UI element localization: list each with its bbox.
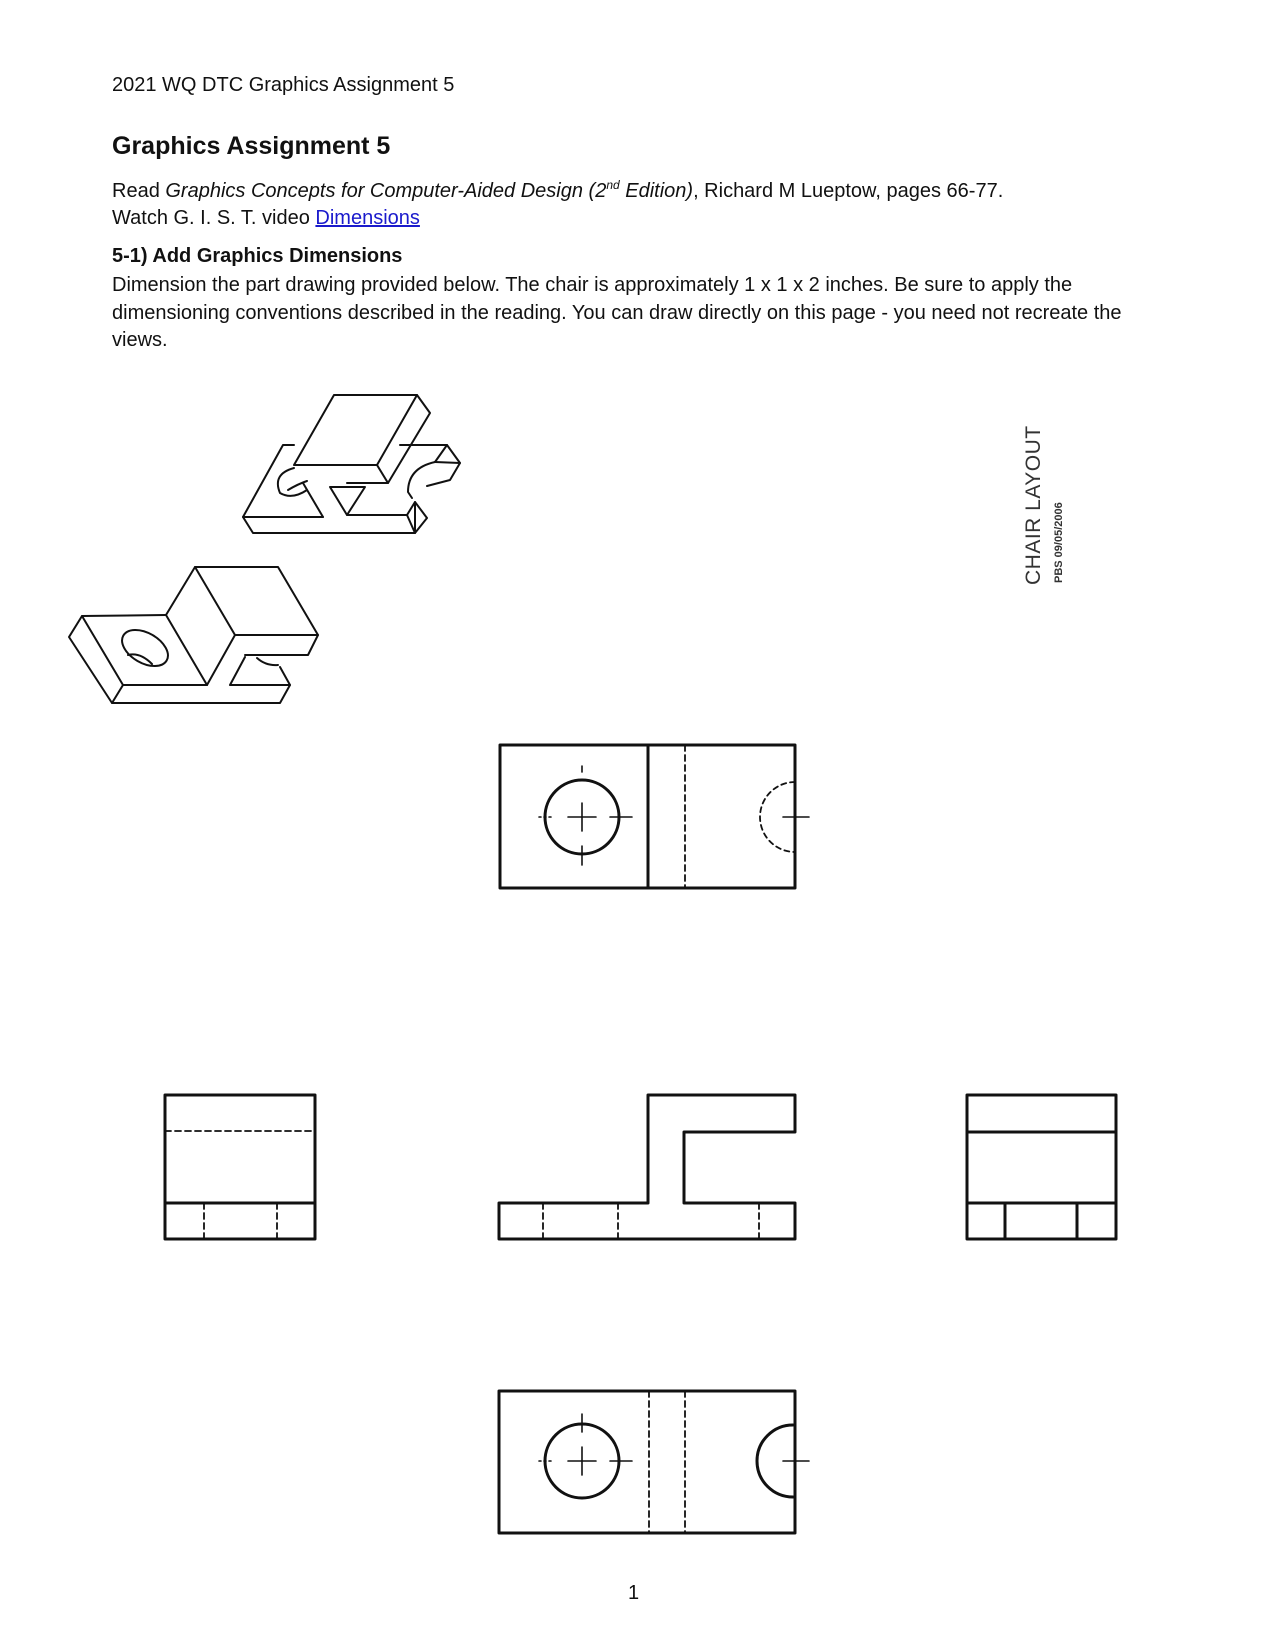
isometric-view-2	[69, 567, 318, 703]
reading-prefix: Read	[112, 180, 166, 202]
edition-suffix: Edition)	[619, 180, 694, 202]
drawing-title-block: CHAIR LAYOUT	[1022, 425, 1045, 585]
section-body: Dimension the part drawing provided below. The chair is approximately 1 x 1 x 2 inches. Be sure to apply the dimensioning conventions described in the reading. You can draw directly on this page - you need not recreate the views.	[112, 274, 1122, 351]
dimensions-video-link[interactable]: Dimensions	[315, 207, 420, 229]
bottom-view	[499, 1391, 809, 1533]
front-view	[499, 1095, 795, 1239]
isometric-view-1	[243, 395, 460, 533]
page-number: 1	[628, 1582, 640, 1604]
page-header: 2021 WQ DTC Graphics Assignment 5	[112, 74, 455, 96]
book-title-text: Graphics Concepts for Computer-Aided Design (2	[165, 180, 607, 202]
page-title: Graphics Assignment 5	[112, 132, 391, 160]
reading-rest: , Richard M Lueptow, pages 66-77.	[693, 180, 1004, 202]
drawing-author-date: PBS 09/05/2006	[1053, 502, 1065, 583]
edition-superscript: nd	[606, 178, 620, 192]
section-heading: 5-1) Add Graphics Dimensions	[112, 245, 403, 267]
top-view	[500, 745, 809, 888]
left-side-view	[165, 1095, 315, 1239]
right-side-view	[967, 1095, 1116, 1239]
watch-prefix: Watch G. I. S. T. video	[112, 207, 316, 229]
